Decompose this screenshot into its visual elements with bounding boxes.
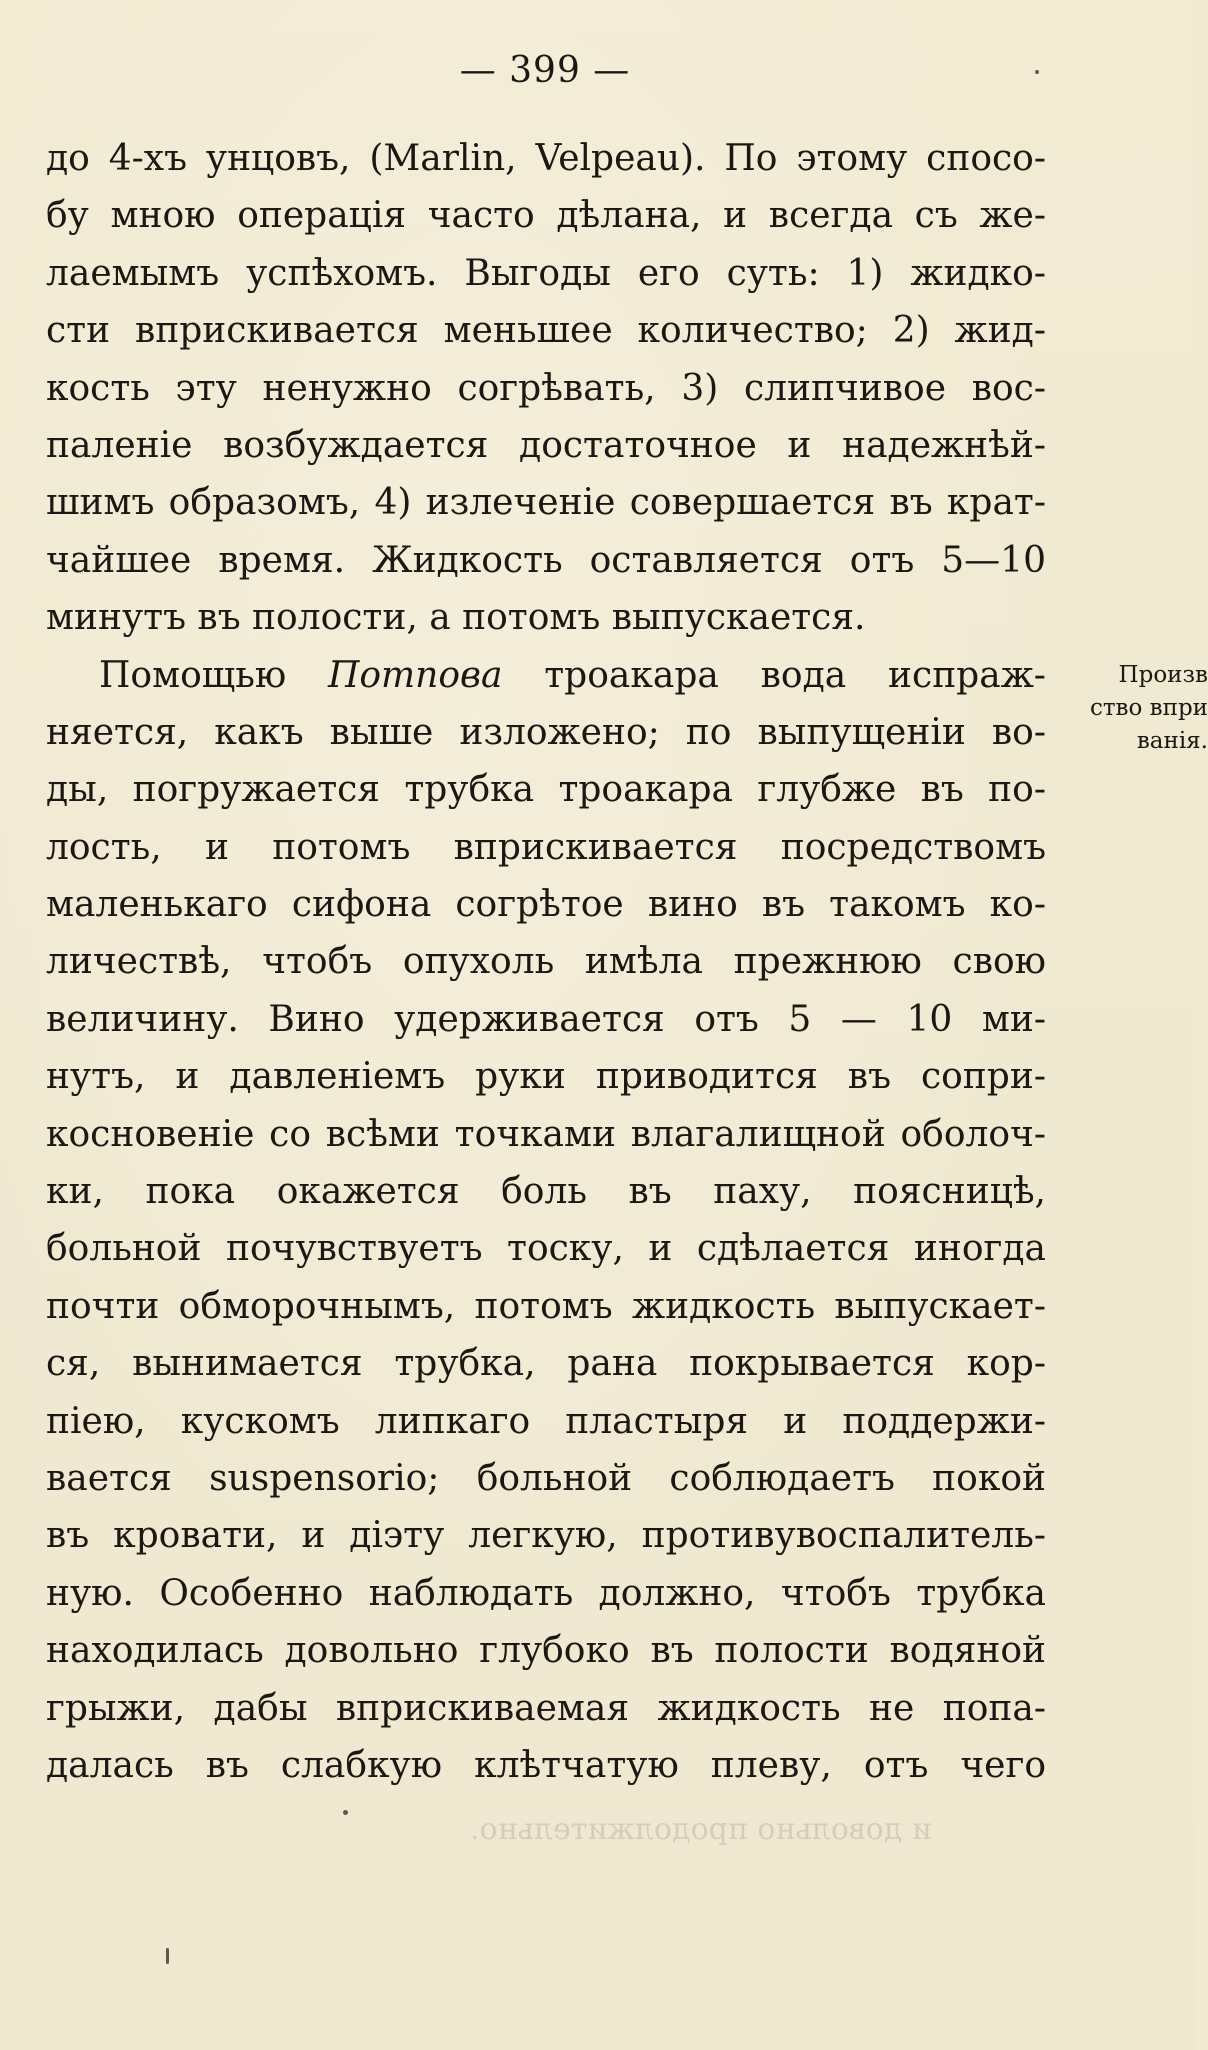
- text-line: далась въ слабкую клѣтчатую плеву, отъ чего: [46, 1744, 1046, 1786]
- text-line: бу мною операція часто дѣлана, и всегда съ же-: [46, 195, 1046, 237]
- text-line: нутъ, и давленіемъ руки приводится въ сопри-: [46, 1056, 1046, 1098]
- margin-note-line: ванія.: [1136, 728, 1208, 754]
- text-line: величину. Вино удерживается отъ 5 — 10 ми-: [46, 998, 1046, 1040]
- text-line: до 4-хъ унцовъ, (Marlin, Velpeau). По этому спосо-: [46, 138, 1046, 179]
- text-line: больной почувствуетъ тоску, и сдѣлается иногда: [46, 1228, 1046, 1270]
- text-line: лость, и потомъ вприскивается посредствомъ: [46, 826, 1046, 868]
- margin-note: [1078, 659, 1208, 758]
- text-line: личествѣ, чтобъ опухоль имѣла прежнюю свою: [46, 941, 1046, 983]
- text-line: піею, кускомъ липкаго пластыря и поддержи-: [46, 1400, 1046, 1442]
- margin-note-line: ство впри: [1089, 695, 1208, 721]
- text-line: маленькаго сифона согрѣтое вино въ такомъ ко-: [46, 884, 1046, 926]
- margin-note-line: Произв: [1118, 662, 1208, 688]
- page-number: — 399 —: [459, 50, 631, 91]
- text-line: грыжи, дабы вприскиваемая жидкость не попа-: [46, 1687, 1046, 1729]
- text-line: ся, вынимается трубка, рана покрывается кор-: [46, 1343, 1046, 1385]
- text-line: въ кровати, и діэту легкую, противувоспалитель-: [46, 1515, 1046, 1557]
- text-line: лаемымъ успѣхомъ. Выгоды его суть: 1) жидко-: [46, 252, 1046, 294]
- text-line: шимъ образомъ, 4) излеченіе совершается въ крат-: [46, 482, 1046, 524]
- text-line: вается suspensorio; больной соблюдаетъ покой: [46, 1457, 1046, 1499]
- text-line: чайшее время. Жидкость оставляется отъ 5—10: [46, 539, 1046, 581]
- paper-speck: [1035, 70, 1039, 74]
- text-line: почти обморочнымъ, потомъ жидкость выпускает-: [46, 1285, 1046, 1327]
- text-segment: Помощью: [99, 654, 328, 696]
- author-name: Потпова: [327, 654, 503, 696]
- text-line: сти вприскивается меньшее количество; 2) жид-: [46, 310, 1046, 352]
- text-line: ную. Особенно наблюдать должно, чтобъ трубка: [46, 1572, 1046, 1614]
- body-text: [46, 130, 1046, 1794]
- paragraph-first-line: [46, 647, 1046, 704]
- text-line: минутъ въ полости, а потомъ выпускается.: [46, 597, 866, 639]
- text-line: косновеніе со всѣми точками влагалищной оболоч-: [46, 1113, 1046, 1155]
- text-line: паленіе возбуждается достаточное и надежнѣй-: [46, 424, 1046, 466]
- text-line: няется, какъ выше изложено; по выпущеніи во-: [46, 711, 1046, 753]
- text-line: кость эту ненужно согрѣвать, 3) слипчивое вос-: [46, 367, 1046, 409]
- text-segment: троакара вода испраж-: [502, 654, 1046, 696]
- text-line: ки, пока окажется боль въ паху, поясницѣ,: [46, 1171, 1046, 1213]
- bleed-through-text: и довольно продолжительно.: [470, 1812, 932, 1847]
- text-line: ды, погружается трубка троакара глубже въ по-: [46, 769, 1046, 811]
- paper-speck: [166, 1948, 169, 1964]
- text-line: находилась довольно глубоко въ полости водяной: [46, 1630, 1046, 1672]
- paper-speck: [343, 1810, 348, 1815]
